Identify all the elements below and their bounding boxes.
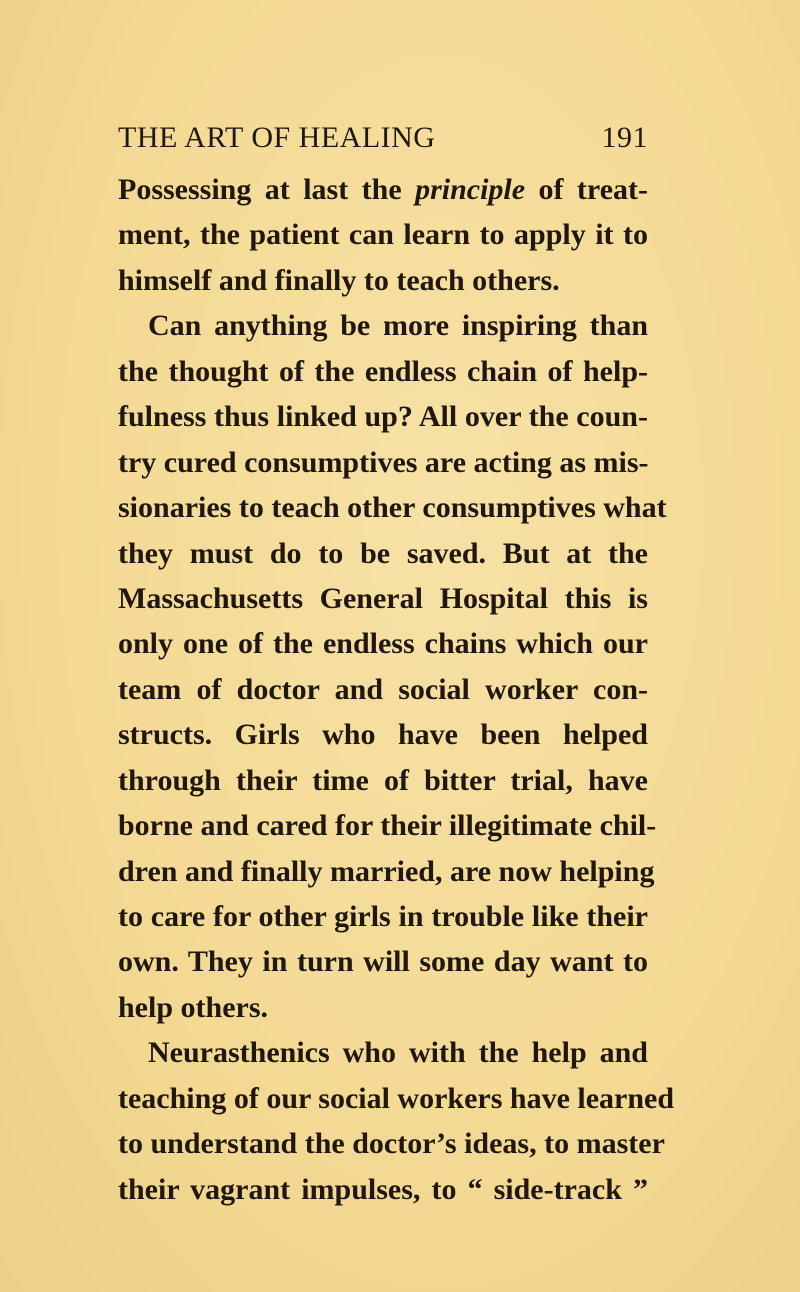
text-line: only one of the endless chains which our [118,627,648,661]
text-line: ment, the patient can learn to apply it to [118,218,648,252]
emphasized-word: principle [415,173,526,206]
text-line: the thought of the endless chain of help- [118,354,648,388]
text-line: team of doctor and social worker con- [118,672,648,706]
running-title: THE ART OF HEALING [118,121,436,154]
text-line: their vagrant impulses, to “ side-track ” [118,1172,648,1206]
text-line: dren and finally married, are now helping [118,854,655,888]
text-line: sionaries to teach other consumptives what [118,491,667,525]
text-line: try cured consumptives are acting as mis- [118,445,649,479]
text-line: Massachusetts General Hospital this is [118,581,648,615]
text-line: to care for other girls in trouble like their [118,900,648,933]
text-line: structs. Girls who have been helped [118,718,648,752]
text-line: they must do to be saved. But at the [118,536,648,570]
text-line: teaching of our social workers have learned [118,1081,675,1115]
text-line: through their time of bitter trial, have [118,763,648,797]
running-head [118,118,648,158]
text-line: help others. [118,990,268,1024]
text-line [118,167,648,212]
body-text [118,167,675,1212]
text-line: borne and cared for their illegitimate chil- [118,809,657,843]
text-line: himself and finally to teach others. [118,263,560,297]
text-segment: Possessing at last the [118,173,416,206]
text-line: Can anything be more inspiring than [148,309,648,343]
text-line: to understand the doctor’s ideas, to master [118,1127,665,1161]
text-line: own. They in turn will some day want to [118,945,648,979]
text-line: Neurasthenics who with the help and [148,1036,648,1070]
text-line: fulness thus linked up? All over the coun- [118,400,648,434]
page-number: 191 [601,121,648,154]
text-segment: of treat- [525,173,648,206]
